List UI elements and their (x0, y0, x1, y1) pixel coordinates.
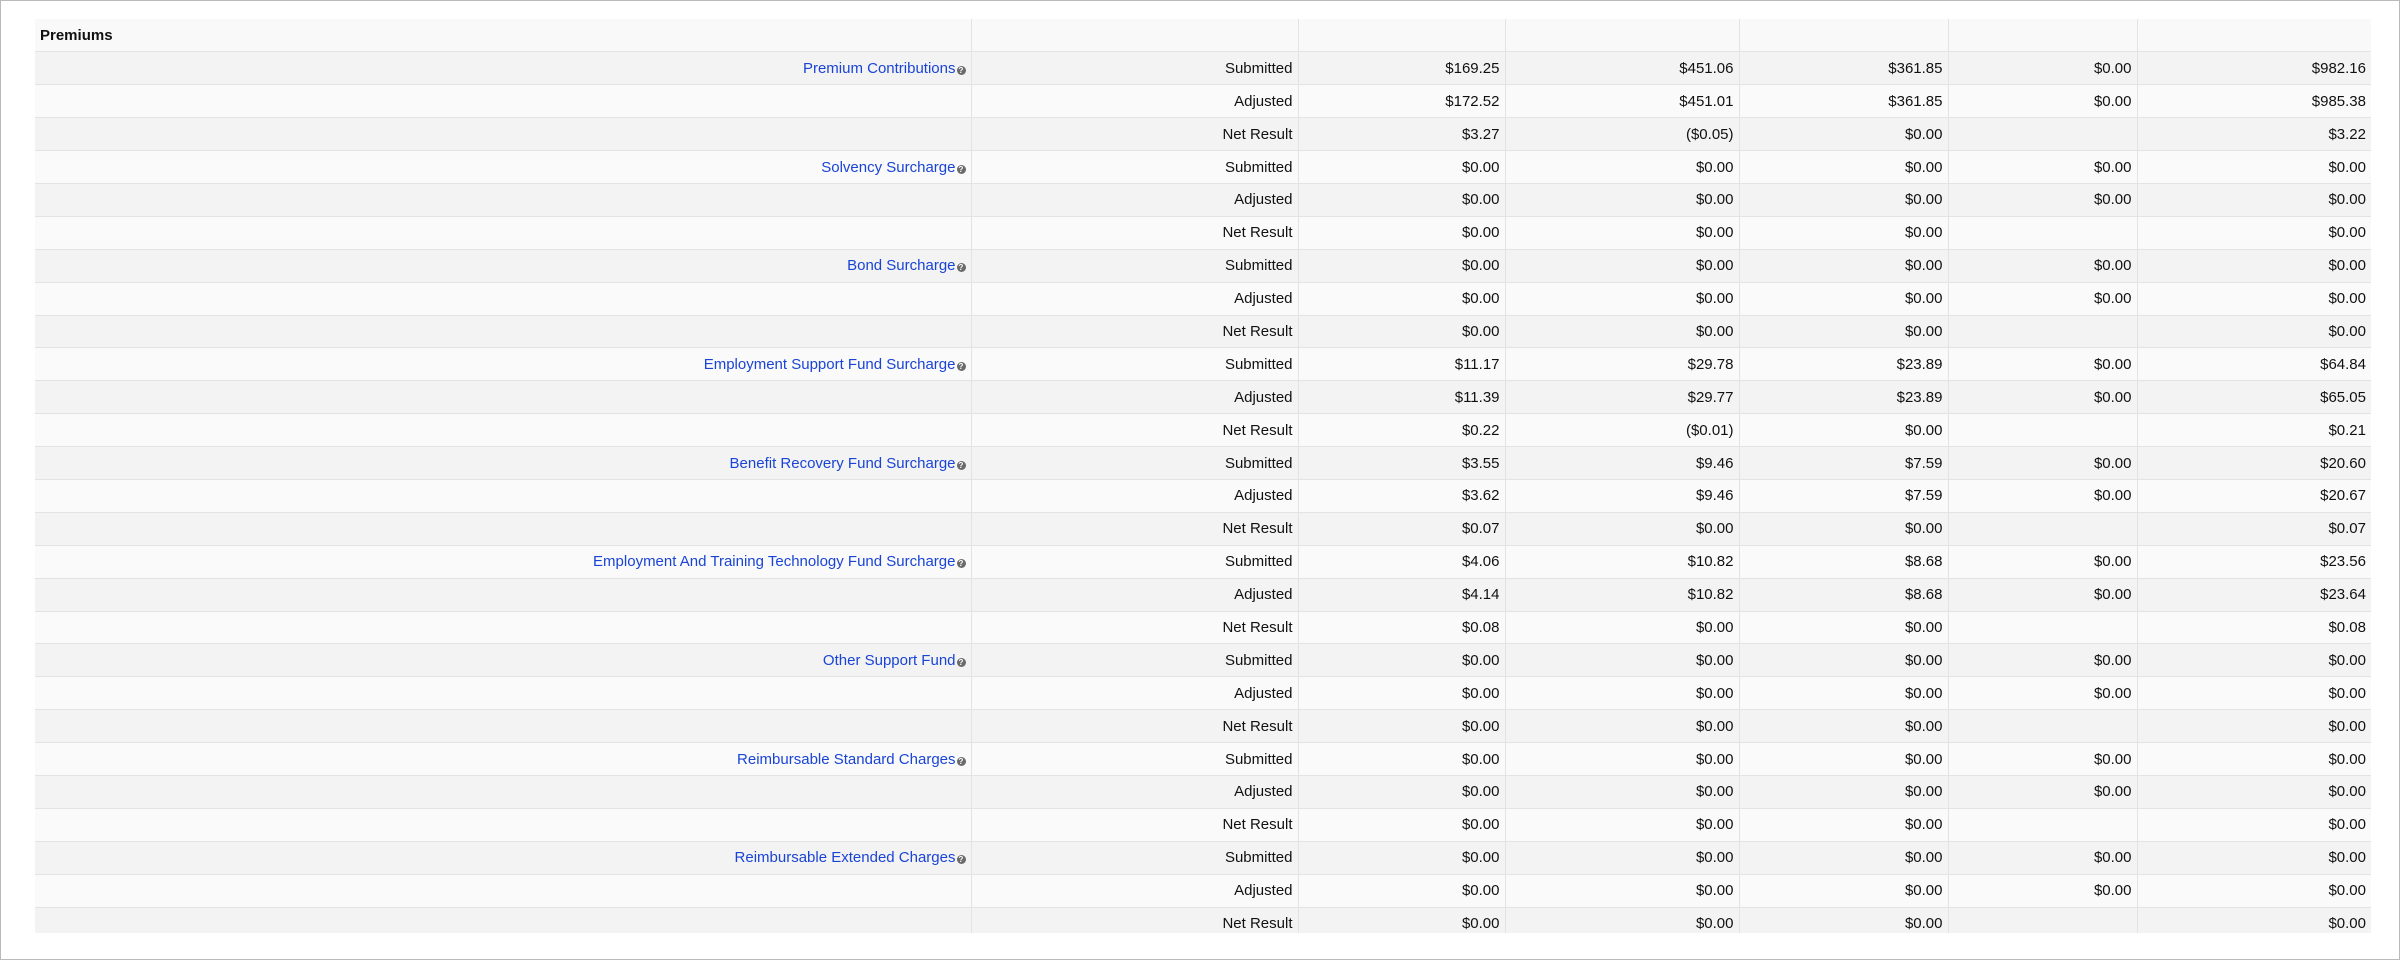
category-cell (35, 381, 971, 414)
category-link[interactable]: Reimbursable Extended Charges (734, 849, 956, 867)
table-row (35, 611, 2371, 644)
amount-cell: $11.17 (1298, 348, 1505, 381)
amount-cell: $0.00 (1739, 775, 1948, 808)
amount-cell: $982.16 (2137, 52, 2371, 85)
category-cell (35, 315, 971, 348)
row-type-label: Submitted (971, 447, 1298, 480)
table-row (35, 841, 2371, 874)
header-cell (1739, 19, 1948, 52)
amount-cell: $7.59 (1739, 447, 1948, 480)
premiums-table-body (35, 52, 2371, 933)
amount-cell: $0.00 (1505, 512, 1739, 545)
amount-cell: $0.00 (1298, 151, 1505, 184)
amount-cell: $0.00 (1298, 183, 1505, 216)
category-cell (35, 414, 971, 447)
amount-cell: $0.00 (1948, 677, 2137, 710)
table-row (35, 183, 2371, 216)
amount-cell: $29.78 (1505, 348, 1739, 381)
help-icon[interactable]: ? (957, 757, 966, 766)
amount-cell (1948, 315, 2137, 348)
row-type-label: Adjusted (971, 677, 1298, 710)
amount-cell: $0.00 (1739, 874, 1948, 907)
help-icon[interactable]: ? (957, 658, 966, 667)
amount-cell: $0.00 (1505, 151, 1739, 184)
amount-cell: $0.00 (2137, 907, 2371, 933)
amount-cell: $10.82 (1505, 578, 1739, 611)
amount-cell: $985.38 (2137, 85, 2371, 118)
table-row (35, 381, 2371, 414)
amount-cell: $0.00 (1298, 808, 1505, 841)
amount-cell: $29.77 (1505, 381, 1739, 414)
amount-cell: $0.00 (1505, 907, 1739, 933)
amount-cell: $0.00 (1739, 808, 1948, 841)
amount-cell (1948, 512, 2137, 545)
amount-cell: $0.00 (1298, 315, 1505, 348)
amount-cell: $451.01 (1505, 85, 1739, 118)
category-cell (35, 874, 971, 907)
row-type-label: Submitted (971, 545, 1298, 578)
amount-cell: $0.00 (2137, 874, 2371, 907)
amount-cell: $4.14 (1298, 578, 1505, 611)
amount-cell (1948, 118, 2137, 151)
category-cell (35, 841, 971, 874)
table-row (35, 743, 2371, 776)
category-cell (35, 907, 971, 933)
table-row (35, 282, 2371, 315)
amount-cell: $10.82 (1505, 545, 1739, 578)
amount-cell: $361.85 (1739, 85, 1948, 118)
category-cell (35, 216, 971, 249)
amount-cell: $0.00 (1505, 644, 1739, 677)
amount-cell: $0.00 (2137, 282, 2371, 315)
amount-cell: $0.00 (1948, 874, 2137, 907)
amount-cell: $0.00 (1505, 282, 1739, 315)
table-row (35, 479, 2371, 512)
amount-cell: $0.00 (1948, 85, 2137, 118)
amount-cell: $0.00 (1298, 907, 1505, 933)
category-link[interactable]: Premium Contributions (802, 59, 956, 77)
category-cell (35, 348, 971, 381)
table-row (35, 216, 2371, 249)
amount-cell: $0.00 (1739, 907, 1948, 933)
category-cell (35, 282, 971, 315)
table-row (35, 348, 2371, 381)
amount-cell: $0.00 (1298, 677, 1505, 710)
amount-cell: $0.00 (1739, 677, 1948, 710)
row-type-label: Net Result (971, 216, 1298, 249)
table-row (35, 151, 2371, 184)
table-row (35, 775, 2371, 808)
amount-cell: $0.00 (1298, 743, 1505, 776)
amount-cell: $0.07 (2137, 512, 2371, 545)
amount-cell (1948, 216, 2137, 249)
amount-cell: $0.00 (1298, 775, 1505, 808)
amount-cell: $20.60 (2137, 447, 2371, 480)
amount-cell: $0.00 (1948, 183, 2137, 216)
help-icon[interactable]: ? (957, 855, 966, 864)
row-type-label: Net Result (971, 808, 1298, 841)
amount-cell (1948, 808, 2137, 841)
amount-cell: $0.07 (1298, 512, 1505, 545)
amount-cell: $0.00 (1505, 216, 1739, 249)
amount-cell (1948, 710, 2137, 743)
amount-cell: $0.00 (2137, 841, 2371, 874)
category-cell (35, 52, 971, 85)
amount-cell: $0.00 (1739, 611, 1948, 644)
amount-cell: $0.00 (2137, 151, 2371, 184)
table-row (35, 447, 2371, 480)
amount-cell: $0.00 (2137, 644, 2371, 677)
row-type-label: Submitted (971, 644, 1298, 677)
amount-cell: $3.22 (2137, 118, 2371, 151)
category-cell (35, 183, 971, 216)
amount-cell: $0.00 (1948, 348, 2137, 381)
amount-cell: ($0.05) (1505, 118, 1739, 151)
table-row (35, 874, 2371, 907)
category-cell (35, 677, 971, 710)
amount-cell: $0.00 (1739, 644, 1948, 677)
header-cell (1948, 19, 2137, 52)
category-cell (35, 545, 971, 578)
category-cell (35, 479, 971, 512)
amount-cell: $0.00 (1298, 710, 1505, 743)
amount-cell: $0.00 (1739, 315, 1948, 348)
amount-cell: $0.00 (1948, 447, 2137, 480)
table-row (35, 85, 2371, 118)
category-link[interactable]: Employment Support Fund Surcharge (703, 355, 956, 373)
amount-cell: $0.00 (1505, 874, 1739, 907)
category-cell (35, 710, 971, 743)
amount-cell: $0.00 (1739, 282, 1948, 315)
amount-cell: $0.00 (1948, 644, 2137, 677)
category-link[interactable]: Bond Surcharge (847, 257, 956, 275)
amount-cell: $23.64 (2137, 578, 2371, 611)
row-type-label: Adjusted (971, 381, 1298, 414)
row-type-label: Adjusted (971, 479, 1298, 512)
amount-cell: $7.59 (1739, 479, 1948, 512)
category-cell (35, 85, 971, 118)
amount-cell: $9.46 (1505, 479, 1739, 512)
row-type-label: Net Result (971, 710, 1298, 743)
header-cell (971, 19, 1298, 52)
amount-cell: $0.00 (1505, 677, 1739, 710)
table-header-row (35, 19, 2371, 52)
header-cell (1505, 19, 1739, 52)
amount-cell: $451.06 (1505, 52, 1739, 85)
amount-cell: ($0.01) (1505, 414, 1739, 447)
amount-cell: $65.05 (2137, 381, 2371, 414)
row-type-label: Adjusted (971, 183, 1298, 216)
amount-cell: $3.62 (1298, 479, 1505, 512)
section-title: Premiums (35, 19, 971, 52)
amount-cell: $0.00 (1948, 282, 2137, 315)
amount-cell: $0.00 (2137, 808, 2371, 841)
amount-cell: $0.00 (1948, 479, 2137, 512)
category-cell (35, 775, 971, 808)
amount-cell: $0.00 (1948, 578, 2137, 611)
category-cell (35, 808, 971, 841)
amount-cell: $361.85 (1739, 52, 1948, 85)
amount-cell: $0.00 (1298, 644, 1505, 677)
amount-cell: $0.00 (1505, 611, 1739, 644)
row-type-label: Adjusted (971, 85, 1298, 118)
amount-cell: $0.00 (1298, 282, 1505, 315)
amount-cell: $0.00 (1739, 183, 1948, 216)
amount-cell (1948, 907, 2137, 933)
amount-cell: $0.00 (1948, 743, 2137, 776)
category-cell (35, 743, 971, 776)
help-icon[interactable]: ? (957, 263, 966, 272)
category-cell (35, 512, 971, 545)
table-row (35, 414, 2371, 447)
row-type-label: Net Result (971, 315, 1298, 348)
header-cell (2137, 19, 2371, 52)
category-link[interactable]: Reimbursable Standard Charges (737, 750, 956, 768)
amount-cell: $0.00 (2137, 249, 2371, 282)
category-link[interactable]: Other Support Fund (822, 651, 956, 669)
table-row (35, 249, 2371, 282)
amount-cell: $0.08 (2137, 611, 2371, 644)
table-row (35, 118, 2371, 151)
row-type-label: Adjusted (971, 578, 1298, 611)
amount-cell: $0.00 (1298, 874, 1505, 907)
row-type-label: Submitted (971, 348, 1298, 381)
amount-cell: $0.00 (1505, 315, 1739, 348)
row-type-label: Submitted (971, 52, 1298, 85)
table-row (35, 315, 2371, 348)
amount-cell: $0.00 (1739, 710, 1948, 743)
table-row (35, 808, 2371, 841)
amount-cell: $0.08 (1298, 611, 1505, 644)
table-row (35, 644, 2371, 677)
table-row (35, 677, 2371, 710)
amount-cell: $23.89 (1739, 381, 1948, 414)
row-type-label: Net Result (971, 512, 1298, 545)
row-type-label: Submitted (971, 743, 1298, 776)
amount-cell: $23.89 (1739, 348, 1948, 381)
amount-cell: $0.00 (1505, 710, 1739, 743)
table-row (35, 907, 2371, 933)
amount-cell: $9.46 (1505, 447, 1739, 480)
help-icon[interactable]: ? (957, 362, 966, 371)
amount-cell: $0.00 (1948, 841, 2137, 874)
amount-cell: $0.00 (2137, 216, 2371, 249)
help-icon[interactable]: ? (957, 66, 966, 75)
amount-cell: $0.00 (1298, 841, 1505, 874)
amount-cell: $169.25 (1298, 52, 1505, 85)
amount-cell: $0.00 (2137, 710, 2371, 743)
amount-cell: $3.27 (1298, 118, 1505, 151)
amount-cell: $0.00 (1739, 414, 1948, 447)
amount-cell: $0.00 (1739, 743, 1948, 776)
amount-cell: $0.00 (1948, 381, 2137, 414)
amount-cell: $0.00 (1948, 775, 2137, 808)
amount-cell: $0.00 (1739, 151, 1948, 184)
row-type-label: Adjusted (971, 874, 1298, 907)
amount-cell: $0.00 (1298, 249, 1505, 282)
amount-cell: $0.00 (1739, 841, 1948, 874)
help-icon[interactable]: ? (957, 559, 966, 568)
amount-cell: $0.22 (1298, 414, 1505, 447)
row-type-label: Submitted (971, 841, 1298, 874)
amount-cell: $0.00 (2137, 315, 2371, 348)
table-row (35, 545, 2371, 578)
amount-cell: $0.00 (1739, 249, 1948, 282)
header-cell (1298, 19, 1505, 52)
amount-cell: $0.00 (1739, 118, 1948, 151)
premiums-table (35, 19, 2371, 933)
category-link[interactable]: Employment And Training Technology Fund Surcharge (593, 553, 956, 571)
category-cell (35, 611, 971, 644)
category-link[interactable]: Solvency Surcharge (821, 158, 956, 176)
row-type-label: Net Result (971, 907, 1298, 933)
amount-cell: $23.56 (2137, 545, 2371, 578)
category-cell (35, 151, 971, 184)
amount-cell: $0.00 (1948, 249, 2137, 282)
row-type-label: Submitted (971, 151, 1298, 184)
amount-cell: $20.67 (2137, 479, 2371, 512)
amount-cell: $64.84 (2137, 348, 2371, 381)
category-cell (35, 644, 971, 677)
row-type-label: Net Result (971, 414, 1298, 447)
table-row (35, 512, 2371, 545)
category-cell (35, 447, 971, 480)
amount-cell: $0.00 (1739, 512, 1948, 545)
row-type-label: Net Result (971, 118, 1298, 151)
table-row (35, 52, 2371, 85)
category-link[interactable]: Benefit Recovery Fund Surcharge (729, 454, 956, 472)
amount-cell: $0.00 (1739, 216, 1948, 249)
amount-cell: $0.00 (2137, 677, 2371, 710)
table-row (35, 578, 2371, 611)
amount-cell: $0.00 (1505, 808, 1739, 841)
amount-cell: $0.00 (2137, 743, 2371, 776)
amount-cell (1948, 414, 2137, 447)
row-type-label: Adjusted (971, 282, 1298, 315)
amount-cell: $8.68 (1739, 578, 1948, 611)
category-cell (35, 578, 971, 611)
amount-cell: $0.00 (1505, 841, 1739, 874)
amount-cell: $0.00 (1948, 545, 2137, 578)
row-type-label: Net Result (971, 611, 1298, 644)
amount-cell: $0.00 (1505, 743, 1739, 776)
row-type-label: Adjusted (971, 775, 1298, 808)
amount-cell: $4.06 (1298, 545, 1505, 578)
amount-cell: $0.00 (1505, 183, 1739, 216)
amount-cell (1948, 611, 2137, 644)
amount-cell: $0.00 (1948, 52, 2137, 85)
amount-cell: $8.68 (1739, 545, 1948, 578)
amount-cell: $0.00 (1298, 216, 1505, 249)
help-icon[interactable]: ? (957, 461, 966, 470)
category-cell (35, 249, 971, 282)
row-type-label: Submitted (971, 249, 1298, 282)
amount-cell: $0.21 (2137, 414, 2371, 447)
table-row (35, 710, 2371, 743)
amount-cell: $0.00 (2137, 183, 2371, 216)
category-cell (35, 118, 971, 151)
amount-cell: $0.00 (1505, 775, 1739, 808)
premiums-table-container (35, 19, 2371, 933)
amount-cell: $0.00 (1948, 151, 2137, 184)
amount-cell: $3.55 (1298, 447, 1505, 480)
amount-cell: $11.39 (1298, 381, 1505, 414)
help-icon[interactable]: ? (957, 165, 966, 174)
amount-cell: $0.00 (2137, 775, 2371, 808)
amount-cell: $0.00 (1505, 249, 1739, 282)
amount-cell: $172.52 (1298, 85, 1505, 118)
